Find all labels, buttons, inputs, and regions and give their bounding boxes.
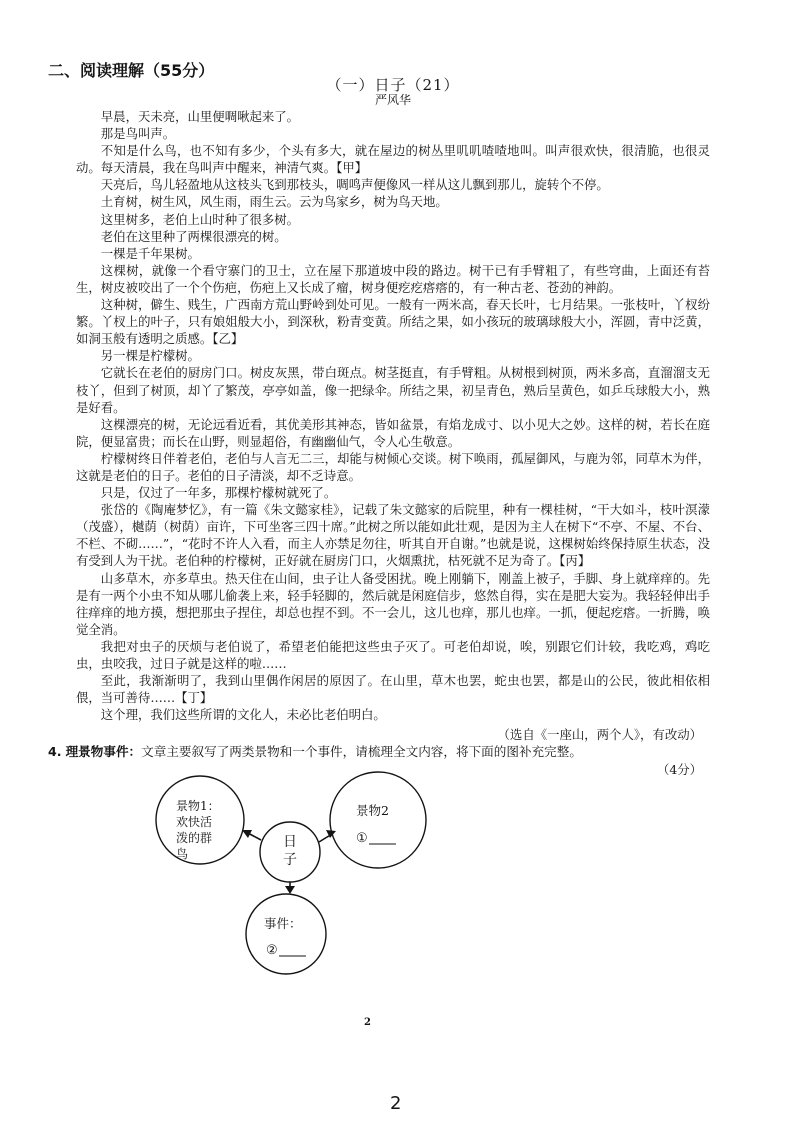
scenery2-blank-number: ① — [356, 831, 368, 846]
scenery2-circle — [330, 772, 426, 868]
arrow-to-scenery1 — [242, 830, 261, 840]
question-label: 理景物事件： — [65, 744, 142, 759]
article-source: （选自《一座山，两个人》，有改动） — [497, 727, 702, 742]
center-label-char1: 日 — [283, 834, 297, 850]
question-4 — [48, 743, 710, 760]
paragraph: 土育树，树生风，风生雨，雨生云。云为鸟家乡，树为鸟天地。 — [100, 194, 448, 210]
paragraph: 另一棵是柠檬树。 — [100, 348, 200, 364]
paragraph: 这棵漂亮的树，无论远看近看，其优美形其神态，皆如盆景，有焰龙成寸、以小见大之妙。这样的树，若长在庭院，便显富贵；而长在山野，则显超俗，有幽幽仙气，令人心生敬意。 — [76, 416, 710, 449]
paragraph: 这里树多，老伯上山时种了很多树。 — [100, 211, 300, 227]
scenery1-line: 景物1： — [176, 799, 220, 813]
paragraph: 它就长在老伯的厨房门口。树皮灰黑，带白斑点。树茎挺直，有手臂粗。从树根到树顶，两米多高，直溜溜支无枝丫，但到了树顶，却丫了繁茂，亭亭如盖，像一把绿伞。所结之果，初呈青色，熟后呈黄色，如乒乓球般大小，熟是好看。 — [76, 365, 710, 415]
scenery1-line: 鸟 — [176, 847, 189, 861]
paragraph: 这棵树，就像一个看守寨门的卫士，立在屋下那道坡中段的路边。树干已有手臂粗了，有些穹曲，上面还有苔生，树皮被咬出了一个个伤疤，伤疤上又长成了瘤，树身便疙疙瘩瘩的，有一种古老、苍劲的神韵。 — [76, 262, 710, 295]
event-label: 事件： — [264, 916, 302, 931]
article-title: （一）日子（21） — [326, 76, 460, 94]
paragraph: 山多草木，亦多草虫。热天住在山间，虫子让人备受困扰。晚上刚躺下，刚盖上被子，手脚、身上就痒痒的。先是有一两个小虫不知从哪儿偷袭上来，轻手轻脚的，然后就是闲庭信步，悠然自得，实在是肥大妄为。我轻轻伸出手往痒痒的地方摸，想把那虫子捏住，却总也捏不到。不一会儿，这儿也痒，那儿也痒。一抓，便起疙瘩。一折腾，唤觉全消。 — [76, 570, 710, 637]
page-number-large: 2 — [390, 1093, 402, 1114]
paragraph: 这个理，我们这些所谓的文化人，未必比老伯明白。 — [100, 707, 386, 723]
paragraph: 不知是什么鸟，也不知有多少，个头有多大，就在屋边的树丛里叽叽喳喳地叫。叫声很欢快，很清脆，也很灵动。每天清晨，我在鸟叫声中醒来，神清气爽。【甲】 — [76, 143, 710, 176]
question-text: 文章主要叙写了两类景物和一个事件，请梳理全文内容，将下面的图补充完整。 — [141, 744, 582, 759]
paragraph: 那是鸟叫声。 — [100, 126, 176, 142]
paragraph: 老伯在这里种了两棵很漂亮的树。 — [100, 228, 287, 244]
paragraph: 早晨，天未亮，山里便啁啾起来了。 — [100, 109, 300, 124]
scenery1-line: 泼的群 — [176, 831, 213, 845]
center-label-char2: 子 — [283, 852, 297, 868]
scenery2-label: 景物2 — [356, 803, 389, 818]
paragraph: 这种树，僻生、贱生，广西南方荒山野岭到处可见。一般有一两米高，春天长叶，七月结果。一张枝叶，丫杈纷繁。丫杈上的叶子，只有娘姐般大小，到深秋，粉青变黄。所结之果，如小孩玩的玻璃球般大小，浑圆，青中泛黄，如洞玉般有透明之质感。【乙】 — [76, 297, 710, 347]
question-score: （4分） — [656, 762, 702, 777]
paragraph: 天亮后，鸟儿轻盈地从这枝头飞到那枝头，啁鸣声便像风一样从这儿飘到那儿，旋转个不停。 — [100, 177, 609, 193]
paragraph: 只是，仅过了一年多，那棵柠檬树就死了。 — [100, 485, 337, 501]
paragraph: 柠檬树终日伴着老伯，老伯与人言无二三，却能与树倾心交谈。树下唤雨，孤屋御风，与鹿为邻，同草木为伴，这就是老伯的日子。老伯的日子清淡，却不乏诗意。 — [76, 450, 710, 483]
page-number-small: 2 — [364, 1017, 371, 1028]
section-heading: 二、阅读理解（55分） — [48, 61, 215, 80]
paragraph: 至此，我渐渐明了，我到山里偶作闲居的原因了。在山里，草木也罢，蛇虫也罢，都是山的公民，彼此相依相偎，当可善待……【丁】 — [76, 673, 710, 706]
article-author: 严风华 — [374, 93, 411, 107]
paragraph: 一棵是千年果树。 — [100, 245, 200, 261]
arrow-to-event — [285, 882, 295, 894]
question-number: 4. — [48, 744, 62, 759]
scenery1-line: 欢快活 — [176, 815, 213, 829]
paragraph: 张岱的《陶庵梦忆》，有一篇《朱文懿家桂》，记载了朱文懿家的后院里，种有一棵桂树，“干大如斗，枝叶溟濛（茂盛），樾荫（树荫）亩许，下可坐客三四十席。”此树之所以能如此壮观，是因为主人在树下“不亭、不屋、不台、不栏、不砌……”，“花时不许人入看，而主人亦禁足勿往，听其自开自谢。”也就是说，这棵树始终保持原生状态，没有受到人为干扰。老伯种的柠檬树，正好就在厨房门口，火烟熏扰，枯死就不足为奇了。【丙】 — [76, 502, 710, 569]
event-blank-number: ② — [266, 943, 278, 958]
paragraph: 我把对虫子的厌烦与老伯说了，希望老伯能把这些虫子灭了。可老伯却说，唉，别跟它们计较，我吃鸡，鸡吃虫，虫咬我，过日子就是这样的啦…… — [76, 638, 710, 671]
event-circle — [246, 894, 326, 974]
story-diagram — [150, 770, 450, 980]
article-body — [76, 108, 710, 723]
